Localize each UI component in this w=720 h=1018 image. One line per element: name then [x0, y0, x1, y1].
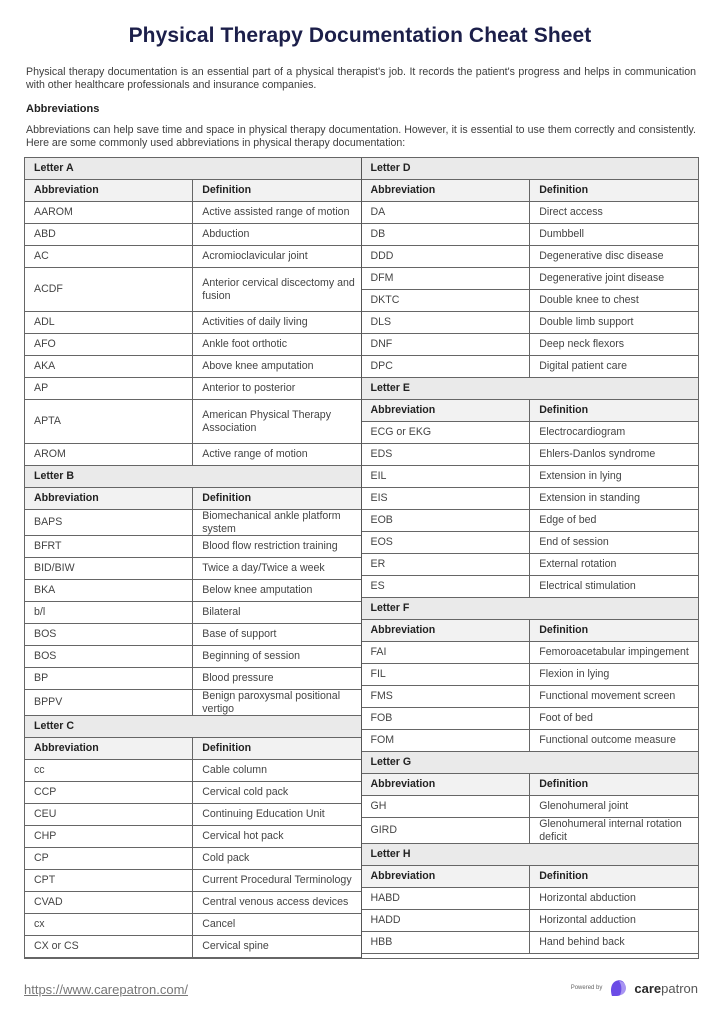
definition-cell: Femoroacetabular impingement [530, 642, 698, 664]
abbreviation-cell: HBB [362, 932, 530, 954]
letter-heading: Letter D [362, 158, 699, 180]
definition-cell: Cervical cold pack [193, 782, 361, 804]
table-row [362, 268, 699, 290]
left-abbreviation-table [25, 158, 361, 958]
abbreviation-header: Abbreviation [25, 738, 193, 760]
abbreviation-cell: ES [362, 576, 530, 598]
definition-cell: Benign paroxysmal positional vertigo [193, 690, 361, 716]
definition-cell: Dumbbell [530, 224, 698, 246]
letter-heading: Letter A [25, 158, 361, 180]
table-row [362, 444, 699, 466]
table-row [362, 686, 699, 708]
abbreviation-cell: FIL [362, 664, 530, 686]
letter-group-heading [25, 716, 361, 738]
definition-header: Definition [530, 774, 698, 796]
abbreviation-cell: ADL [25, 312, 193, 334]
abbreviation-cell: EOB [362, 510, 530, 532]
carepatron-link[interactable]: https://www.carepatron.com/ [24, 982, 189, 997]
letter-heading: Letter E [362, 378, 699, 400]
definition-cell: Glenohumeral joint [530, 796, 698, 818]
definition-cell: Active range of motion [193, 444, 361, 466]
definition-cell: Edge of bed [530, 510, 698, 532]
abbreviation-cell: HABD [362, 888, 530, 910]
letter-heading: Letter H [362, 844, 699, 866]
table-row [25, 914, 361, 936]
table-row [362, 488, 699, 510]
table-row [25, 558, 361, 580]
definition-cell: Hand behind back [530, 932, 698, 954]
table-row [362, 290, 699, 312]
table-row [362, 334, 699, 356]
table-row [25, 400, 361, 444]
definition-cell: Blood pressure [193, 668, 361, 690]
column-header-row [25, 180, 361, 202]
letter-group-heading [362, 598, 699, 620]
abbreviation-cell: DDD [362, 246, 530, 268]
definition-cell: Acromioclavicular joint [193, 246, 361, 268]
table-row [25, 782, 361, 804]
table-row [362, 888, 699, 910]
abbreviation-cell: FAI [362, 642, 530, 664]
abbreviation-cell: EOS [362, 532, 530, 554]
abbreviation-cell: AAROM [25, 202, 193, 224]
abbreviation-cell: HADD [362, 910, 530, 932]
abbreviation-cell: FOM [362, 730, 530, 752]
abbreviation-cell: CEU [25, 804, 193, 826]
table-row [25, 602, 361, 624]
definition-cell: Electrical stimulation [530, 576, 698, 598]
table-row [362, 730, 699, 752]
definition-cell: Electrocardiogram [530, 422, 698, 444]
abbreviation-cell: cc [25, 760, 193, 782]
abbreviation-cell: ECG or EKG [362, 422, 530, 444]
table-row [25, 668, 361, 690]
table-row [25, 936, 361, 958]
definition-cell: Blood flow restriction training [193, 536, 361, 558]
powered-by-label: Powered by [570, 985, 603, 991]
abbreviation-cell: BPPV [25, 690, 193, 716]
abbreviation-header: Abbreviation [25, 488, 193, 510]
letter-heading: Letter C [25, 716, 361, 738]
definition-cell: Deep neck flexors [530, 334, 698, 356]
table-row [25, 624, 361, 646]
abbreviation-cell: GH [362, 796, 530, 818]
table-row [25, 202, 361, 224]
table-row [362, 246, 699, 268]
abbreviation-header: Abbreviation [362, 866, 530, 888]
definition-cell: Continuing Education Unit [193, 804, 361, 826]
page-title: Physical Therapy Documentation Cheat Sheet [128, 24, 592, 47]
abbreviation-cell: BOS [25, 624, 193, 646]
abbreviation-cell: CPT [25, 870, 193, 892]
abbreviation-cell: AC [25, 246, 193, 268]
table-row [25, 246, 361, 268]
definition-cell: Abduction [193, 224, 361, 246]
right-column [362, 158, 699, 958]
abbreviation-cell: FMS [362, 686, 530, 708]
abbreviation-cell: AFO [25, 334, 193, 356]
definition-cell: Functional outcome measure [530, 730, 698, 752]
abbreviation-cell: DKTC [362, 290, 530, 312]
definition-cell: Double knee to chest [530, 290, 698, 312]
table-row [362, 576, 699, 598]
definition-cell: Horizontal adduction [530, 910, 698, 932]
definition-header: Definition [193, 488, 361, 510]
section-heading: Abbreviations [26, 103, 100, 115]
left-column [25, 158, 362, 958]
table-row [362, 224, 699, 246]
table-row [25, 356, 361, 378]
letter-group-heading [362, 158, 699, 180]
table-row [362, 356, 699, 378]
right-abbreviation-table [362, 158, 699, 954]
table-row [25, 444, 361, 466]
table-row [362, 708, 699, 730]
brand-badge[interactable] [571, 978, 698, 998]
definition-cell: Extension in standing [530, 488, 698, 510]
table-row [25, 580, 361, 602]
abbreviation-cell: EIL [362, 466, 530, 488]
table-row [362, 796, 699, 818]
definition-cell: Bilateral [193, 602, 361, 624]
definition-header: Definition [530, 620, 698, 642]
abbreviation-cell: DFM [362, 268, 530, 290]
abbreviation-cell: GIRD [362, 818, 530, 844]
abbreviation-cell: EDS [362, 444, 530, 466]
definition-cell: Below knee amputation [193, 580, 361, 602]
letter-group-heading [362, 844, 699, 866]
carepatron-logo-icon [608, 978, 628, 998]
abbreviation-cell: FOB [362, 708, 530, 730]
column-header-row [25, 488, 361, 510]
letter-group-heading [362, 378, 699, 400]
definition-cell: Cold pack [193, 848, 361, 870]
definition-cell: Beginning of session [193, 646, 361, 668]
table-row [25, 804, 361, 826]
table-row [25, 826, 361, 848]
column-header-row [362, 866, 699, 888]
table-row [362, 202, 699, 224]
letter-heading: Letter G [362, 752, 699, 774]
abbreviation-cell: CCP [25, 782, 193, 804]
definition-cell: Base of support [193, 624, 361, 646]
abbreviation-header: Abbreviation [25, 180, 193, 202]
table-row [25, 378, 361, 400]
definition-header: Definition [193, 180, 361, 202]
definition-cell: Cervical spine [193, 936, 361, 958]
definition-cell: Extension in lying [530, 466, 698, 488]
abbreviation-cell: DB [362, 224, 530, 246]
abbreviation-cell: CX or CS [25, 936, 193, 958]
table-row [25, 510, 361, 536]
table-row [362, 510, 699, 532]
abbreviation-cell: BKA [25, 580, 193, 602]
definition-header: Definition [530, 400, 698, 422]
table-row [25, 312, 361, 334]
abbreviation-cell: DLS [362, 312, 530, 334]
column-header-row [362, 400, 699, 422]
column-header-row [362, 774, 699, 796]
table-row [25, 536, 361, 558]
abbreviation-cell: BFRT [25, 536, 193, 558]
abbreviation-cell: EIS [362, 488, 530, 510]
abbreviation-cell: BOS [25, 646, 193, 668]
table-row [25, 892, 361, 914]
definition-cell: Digital patient care [530, 356, 698, 378]
letter-heading: Letter F [362, 598, 699, 620]
column-header-row [25, 738, 361, 760]
definition-cell: External rotation [530, 554, 698, 576]
table-row [362, 910, 699, 932]
abbreviation-header: Abbreviation [362, 180, 530, 202]
abbreviation-cell: AKA [25, 356, 193, 378]
definition-cell: Anterior to posterior [193, 378, 361, 400]
abbreviation-cell: APTA [25, 400, 193, 444]
abbreviation-cell: b/l [25, 602, 193, 624]
letter-group-heading [25, 158, 361, 180]
definition-cell: Cancel [193, 914, 361, 936]
definition-cell: Foot of bed [530, 708, 698, 730]
abbreviation-cell: CP [25, 848, 193, 870]
definition-cell: Degenerative joint disease [530, 268, 698, 290]
letter-heading: Letter B [25, 466, 361, 488]
definition-cell: Ankle foot orthotic [193, 334, 361, 356]
abbreviation-cell: BP [25, 668, 193, 690]
definition-cell: American Physical Therapy Association [193, 400, 361, 444]
table-row [362, 554, 699, 576]
abbreviation-cell: CVAD [25, 892, 193, 914]
definition-header: Definition [193, 738, 361, 760]
abbreviation-cell: AP [25, 378, 193, 400]
table-row [25, 870, 361, 892]
definition-cell: Active assisted range of motion [193, 202, 361, 224]
table-row [362, 664, 699, 686]
table-row [362, 422, 699, 444]
definition-cell: Functional movement screen [530, 686, 698, 708]
abbreviation-cell: AROM [25, 444, 193, 466]
table-row [362, 818, 699, 844]
intro-paragraph: Physical therapy documentation is an essential part of a physical therapist's job. It records the patient's progress and helps in communication with other healthcare professionals and insurance companies. [26, 66, 696, 91]
table-row [25, 690, 361, 716]
letter-group-heading [25, 466, 361, 488]
abbreviation-header: Abbreviation [362, 400, 530, 422]
table-row [362, 932, 699, 954]
abbreviation-cell: ABD [25, 224, 193, 246]
table-row [362, 532, 699, 554]
table-row [362, 466, 699, 488]
definition-cell: Twice a day/Twice a week [193, 558, 361, 580]
definition-cell: Flexion in lying [530, 664, 698, 686]
definition-cell: End of session [530, 532, 698, 554]
table-row [362, 642, 699, 664]
abbreviation-cell: CHP [25, 826, 193, 848]
table-row [25, 760, 361, 782]
abbreviation-cell: ER [362, 554, 530, 576]
section-intro: Abbreviations can help save time and space in physical therapy documentation. However, it is essential to use them correctly and consistently. Here are some commonly used abbreviations in physical therapy documentation: [26, 124, 696, 149]
definition-cell: Direct access [530, 202, 698, 224]
table-row [25, 334, 361, 356]
table-row [25, 848, 361, 870]
definition-cell: Current Procedural Terminology [193, 870, 361, 892]
definition-cell: Biomechanical ankle platform system [193, 510, 361, 536]
abbreviations-table [24, 157, 699, 959]
definition-cell: Double limb support [530, 312, 698, 334]
definition-cell: Above knee amputation [193, 356, 361, 378]
brand-name: carepatron [634, 980, 698, 996]
definition-cell: Cable column [193, 760, 361, 782]
definition-cell: Central venous access devices [193, 892, 361, 914]
abbreviation-header: Abbreviation [362, 774, 530, 796]
definition-header: Definition [530, 180, 698, 202]
abbreviation-cell: ACDF [25, 268, 193, 312]
definition-header: Definition [530, 866, 698, 888]
abbreviation-cell: DPC [362, 356, 530, 378]
abbreviation-cell: DNF [362, 334, 530, 356]
definition-cell: Activities of daily living [193, 312, 361, 334]
definition-cell: Ehlers-Danlos syndrome [530, 444, 698, 466]
column-header-row [362, 620, 699, 642]
definition-cell: Cervical hot pack [193, 826, 361, 848]
letter-group-heading [362, 752, 699, 774]
abbreviation-cell: cx [25, 914, 193, 936]
abbreviation-cell: BAPS [25, 510, 193, 536]
abbreviation-header: Abbreviation [362, 620, 530, 642]
abbreviation-cell: BID/BIW [25, 558, 193, 580]
column-header-row [362, 180, 699, 202]
table-row [25, 646, 361, 668]
definition-cell: Degenerative disc disease [530, 246, 698, 268]
table-row [362, 312, 699, 334]
table-row [25, 224, 361, 246]
definition-cell: Anterior cervical discectomy and fusion [193, 268, 361, 312]
abbreviation-cell: DA [362, 202, 530, 224]
definition-cell: Horizontal abduction [530, 888, 698, 910]
table-row [25, 268, 361, 312]
definition-cell: Glenohumeral internal rotation deficit [530, 818, 698, 844]
